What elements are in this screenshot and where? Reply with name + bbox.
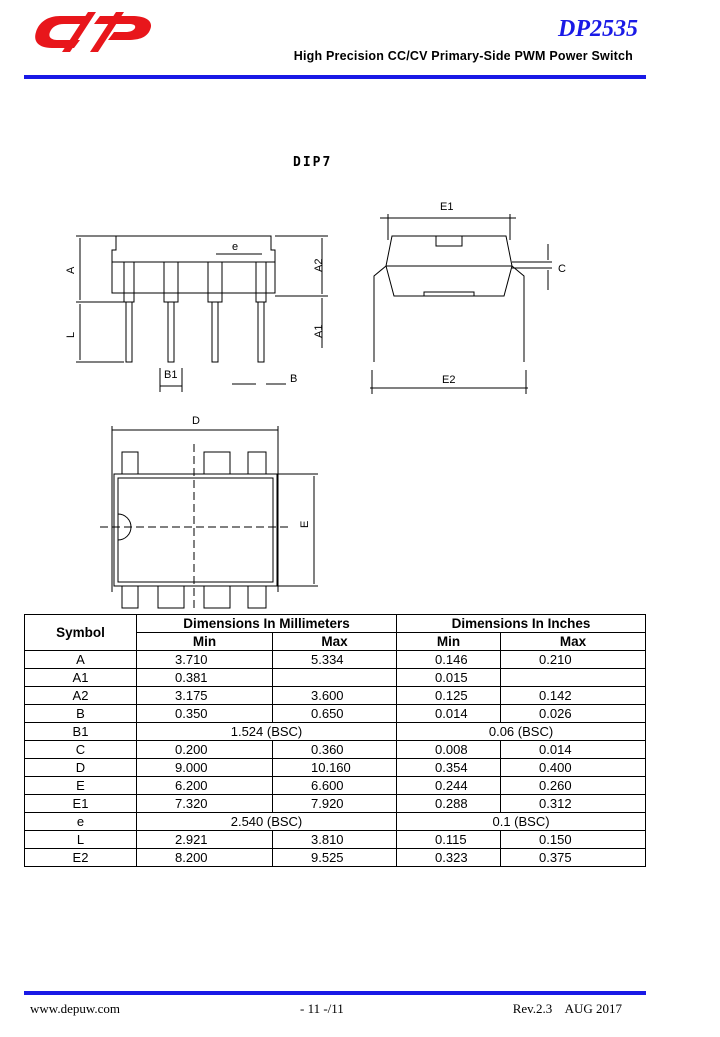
in-min-cell: 0.146: [397, 651, 501, 669]
mm-min-cell: 0.381: [137, 669, 273, 687]
mm-bsc-cell: 2.540 (BSC): [137, 813, 397, 831]
symbol-cell: A: [25, 651, 137, 669]
symbol-cell: L: [25, 831, 137, 849]
in-max-cell: 0.210: [501, 651, 646, 669]
in-min-cell: 0.354: [397, 759, 501, 777]
dim-label-a1: A1: [313, 324, 325, 338]
document-subtitle: High Precision CC/CV Primary-Side PWM Power Switch: [293, 49, 633, 63]
table-row: [25, 777, 646, 795]
mm-max-cell: 0.360: [273, 741, 397, 759]
in-min-cell: 0.288: [397, 795, 501, 813]
dim-label-a2: A2: [313, 258, 325, 272]
symbol-cell: D: [25, 759, 137, 777]
table-row: [25, 741, 646, 759]
mm-min-cell: 3.175: [137, 687, 273, 705]
footer-website-link[interactable]: www.depuw.com: [30, 1001, 121, 1016]
symbol-cell: E2: [25, 849, 137, 867]
in-min-header: Min: [397, 633, 501, 651]
mm-min-cell: 3.710: [137, 651, 273, 669]
in-bsc-cell: 0.1 (BSC): [397, 813, 646, 831]
symbol-cell: A1: [25, 669, 137, 687]
in-min-cell: 0.323: [397, 849, 501, 867]
symbol-cell: B1: [25, 723, 137, 741]
mm-min-cell: 2.921: [137, 831, 273, 849]
table-row: [25, 687, 646, 705]
mm-max-cell: 5.334: [273, 651, 397, 669]
in-min-cell: 0.008: [397, 741, 501, 759]
mm-min-cell: 6.200: [137, 777, 273, 795]
mm-min-cell: 0.350: [137, 705, 273, 723]
mm-max-cell: 6.600: [273, 777, 397, 795]
dim-label-d: D: [192, 415, 200, 427]
in-min-cell: 0.125: [397, 687, 501, 705]
in-bsc-cell: 0.06 (BSC): [397, 723, 646, 741]
in-max-cell: [501, 669, 646, 687]
in-min-cell: 0.244: [397, 777, 501, 795]
in-max-cell: 0.375: [501, 849, 646, 867]
footer-page-number: - 11 -/11: [300, 1001, 344, 1016]
dim-label-e-width: E: [299, 520, 311, 528]
symbol-cell: B: [25, 705, 137, 723]
dim-label-c: C: [558, 263, 566, 275]
table-row: [25, 723, 646, 741]
symbol-cell: A2: [25, 687, 137, 705]
footer-revision: Rev.2.3 AUG 2017: [512, 1001, 622, 1016]
mm-max-cell: 3.810: [273, 831, 397, 849]
inch-header: Dimensions In Inches: [397, 615, 646, 633]
table-row: [25, 705, 646, 723]
mm-min-cell: 9.000: [137, 759, 273, 777]
symbol-cell: E: [25, 777, 137, 795]
mm-max-cell: 10.160: [273, 759, 397, 777]
symbol-header: Symbol: [25, 615, 137, 651]
mm-min-header: Min: [137, 633, 273, 651]
dim-label-a: A: [65, 266, 77, 274]
dim-label-e1: E1: [440, 201, 454, 213]
mm-max-cell: [273, 669, 397, 687]
symbol-cell: C: [25, 741, 137, 759]
mm-min-cell: 8.200: [137, 849, 273, 867]
mm-max-header: Max: [273, 633, 397, 651]
mm-header: Dimensions In Millimeters: [137, 615, 397, 633]
in-max-cell: 0.014: [501, 741, 646, 759]
end-view-diagram: [370, 214, 552, 394]
in-max-header: Max: [501, 633, 646, 651]
side-view-diagram: [76, 236, 328, 392]
table-row: [25, 669, 646, 687]
table-row: [25, 849, 646, 867]
table-row: [25, 813, 646, 831]
in-min-cell: 0.014: [397, 705, 501, 723]
table-row: [25, 795, 646, 813]
mm-max-cell: 9.525: [273, 849, 397, 867]
mm-min-cell: 0.200: [137, 741, 273, 759]
mm-min-cell: 7.320: [137, 795, 273, 813]
in-max-cell: 0.400: [501, 759, 646, 777]
table-row: [25, 759, 646, 777]
symbol-cell: E1: [25, 795, 137, 813]
dim-label-l: L: [65, 331, 77, 338]
in-min-cell: 0.115: [397, 831, 501, 849]
in-max-cell: 0.312: [501, 795, 646, 813]
in-min-cell: 0.015: [397, 669, 501, 687]
mm-max-cell: 0.650: [273, 705, 397, 723]
in-max-cell: 0.260: [501, 777, 646, 795]
symbol-cell: e: [25, 813, 137, 831]
mm-max-cell: 3.600: [273, 687, 397, 705]
dim-label-b1: B1: [164, 369, 178, 381]
footer-rule: [24, 991, 646, 995]
in-max-cell: 0.142: [501, 687, 646, 705]
dim-label-e2: E2: [442, 374, 456, 386]
dim-label-e-pitch: e: [232, 241, 239, 253]
package-title: DIP7: [293, 155, 333, 170]
mm-bsc-cell: 1.524 (BSC): [137, 723, 397, 741]
in-max-cell: 0.026: [501, 705, 646, 723]
part-number: DP2535: [558, 16, 638, 42]
table-row: [25, 651, 646, 669]
in-max-cell: 0.150: [501, 831, 646, 849]
dim-label-b: B: [290, 373, 298, 385]
mm-max-cell: 7.920: [273, 795, 397, 813]
dimensions-table: [24, 614, 646, 867]
table-row: [25, 831, 646, 849]
top-view-diagram: [100, 426, 318, 612]
